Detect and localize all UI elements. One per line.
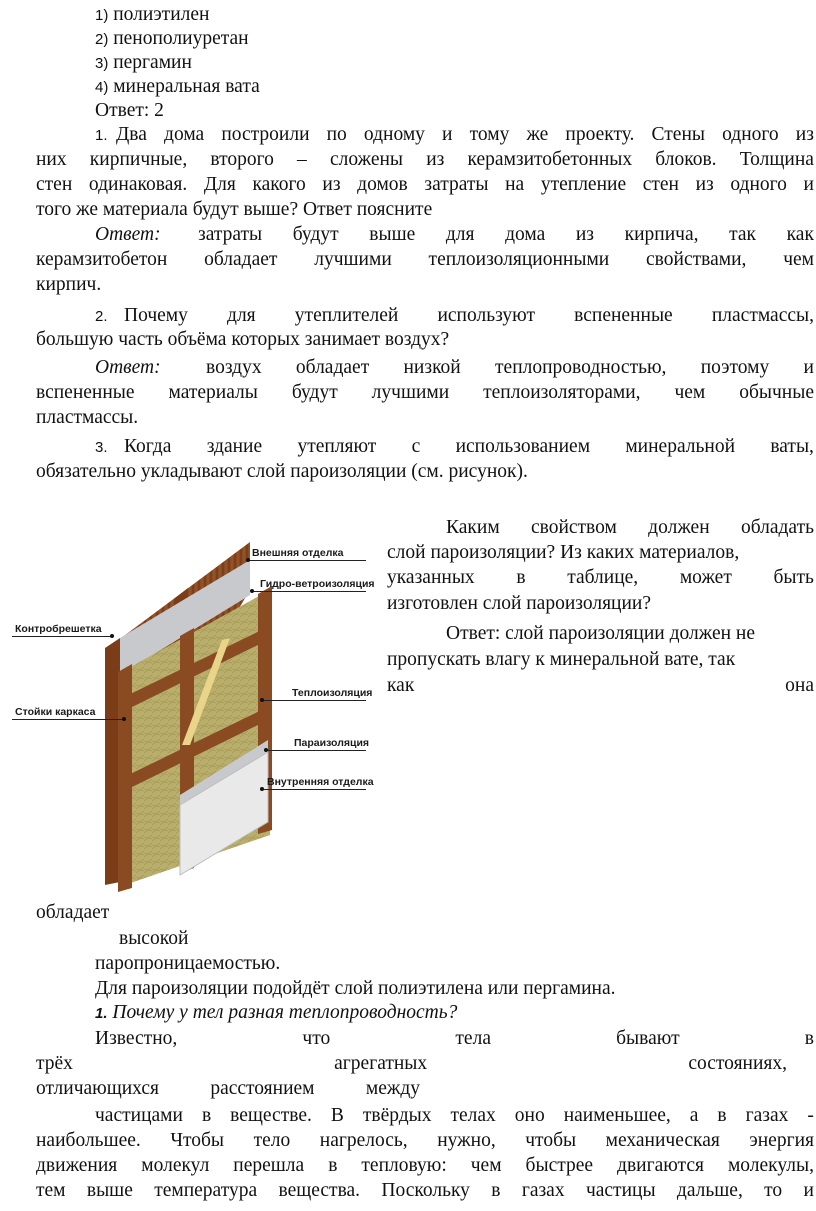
word: выше <box>86 1180 133 1201</box>
word: тело <box>253 1130 291 1151</box>
word: и <box>803 1180 814 1201</box>
word: трёх <box>36 1053 73 1074</box>
word: движения <box>36 1155 118 1176</box>
word: Для <box>203 174 236 195</box>
word: Почему <box>124 305 188 326</box>
word: блоков. <box>655 149 717 170</box>
word: вещества. <box>278 1180 361 1201</box>
p4-line-7 <box>36 1179 814 1203</box>
word: материалы <box>168 382 258 403</box>
word: здание <box>206 436 263 457</box>
word: отличающихся <box>36 1078 159 1099</box>
q3-number: 3. <box>95 439 108 456</box>
list-item-4: 4) минеральная вата <box>95 76 260 97</box>
a1-line-2 <box>36 248 814 272</box>
q1-line-4: того же материала будут выше? Ответ поясните <box>36 199 433 220</box>
word: Известно, <box>95 1028 178 1049</box>
word: теплоизоляторами, <box>483 382 641 403</box>
word: тому <box>469 124 510 145</box>
word: проекту. <box>565 124 635 145</box>
word: теплопроводностью, <box>495 357 667 378</box>
word: в <box>328 1155 338 1176</box>
word: из <box>322 174 341 195</box>
word: свойствами, <box>646 249 747 270</box>
word: тепловую: <box>361 1155 447 1176</box>
wall-diagram <box>0 530 380 895</box>
q4-heading: 1. Почему у тел разная теплопроводность? <box>95 1002 458 1023</box>
word: обладает <box>204 249 278 270</box>
word: затраты <box>198 224 263 245</box>
word: может <box>679 567 732 588</box>
leader-dot <box>260 698 264 702</box>
word: в <box>516 567 526 588</box>
word: веществе. <box>230 1105 312 1126</box>
word: Поскольку <box>381 1180 470 1201</box>
word: керамзитобетон <box>36 249 168 270</box>
word: с <box>411 436 421 457</box>
word: дальше, <box>676 1180 743 1201</box>
word: лучшими <box>314 249 392 270</box>
word: в <box>491 1180 501 1201</box>
list-item-1: 1) полиэтилен <box>95 4 210 25</box>
word: чем <box>674 382 706 403</box>
a1-line-3: кирпич. <box>36 274 102 295</box>
word: тем <box>36 1180 66 1201</box>
word: используют <box>437 305 535 326</box>
word: и <box>803 357 814 378</box>
list-item-2: 2) пенополиуретан <box>95 28 249 49</box>
word: вспененные <box>36 382 135 403</box>
side-line-7 <box>387 674 814 698</box>
side-line-5: Ответ: слой пароизоляции должен не <box>446 623 756 644</box>
word: из <box>695 174 714 195</box>
leader-dot <box>260 787 264 791</box>
word: газах <box>745 1105 789 1126</box>
leader-line <box>248 560 366 561</box>
word: воздух <box>206 357 262 378</box>
word: оно <box>514 1105 545 1126</box>
word: одного <box>722 124 779 145</box>
leader-dot <box>246 558 250 562</box>
word: температура <box>154 1180 258 1201</box>
word: Стены <box>651 124 705 145</box>
a2-label: Ответ: <box>95 357 161 378</box>
word: нагрелось, <box>319 1130 408 1151</box>
word: ваты, <box>770 436 814 457</box>
word: твёрдых <box>362 1105 432 1126</box>
leader-dot <box>264 748 268 752</box>
word: кирпичные, <box>89 149 188 170</box>
word: между <box>365 1078 420 1099</box>
word: из <box>575 224 595 245</box>
p4-line-4 <box>95 1104 814 1128</box>
leader-dot <box>122 717 126 721</box>
word: одному <box>363 124 425 145</box>
word: обладать <box>740 517 814 538</box>
q2-line-2: большую часть объёма которых занимает воздух? <box>36 329 450 350</box>
word: двигаются <box>617 1155 704 1176</box>
label-outer-finish: Внешняя отделка <box>252 547 344 559</box>
word: как <box>387 675 415 696</box>
a1-label: Ответ: <box>95 224 161 245</box>
word: чем <box>470 1155 502 1176</box>
word: частицами <box>95 1105 183 1126</box>
q1-number: 1. <box>95 127 108 144</box>
p4-line-3 <box>36 1077 420 1101</box>
p4-line-1 <box>95 1027 814 1051</box>
a2-line-3: пластмассы. <box>36 407 139 428</box>
leader-line <box>266 750 366 751</box>
q1-line-1 <box>116 123 814 147</box>
leader-line <box>12 719 124 720</box>
word: указанных <box>387 567 475 588</box>
word: бывают <box>616 1028 680 1049</box>
word: молекул <box>141 1155 210 1176</box>
word: Толщина <box>739 149 814 170</box>
word: тела <box>455 1028 491 1049</box>
word: то <box>764 1180 783 1201</box>
p4-line-5 <box>36 1129 814 1153</box>
label-hydro: Гидро-ветроизоляция <box>260 578 375 590</box>
q3-line-1 <box>124 435 814 459</box>
word: таблице, <box>567 567 639 588</box>
word: частицы <box>585 1180 656 1201</box>
word: для <box>445 224 475 245</box>
word: агрегатных <box>334 1053 428 1074</box>
word: затраты <box>424 174 489 195</box>
word: обладает <box>295 357 370 378</box>
label-insulation: Теплоизоляция <box>292 687 373 699</box>
word: утепляют <box>297 436 377 457</box>
word: кирпича, <box>624 224 699 245</box>
side-line-2: слой пароизоляции? Из каких материалов, <box>387 542 740 563</box>
p4-line-6 <box>36 1154 814 1178</box>
side-line-1 <box>446 516 814 540</box>
word: стен <box>36 174 73 195</box>
word: на <box>505 174 525 195</box>
a1-line-1 <box>198 223 814 247</box>
cont-line-2: высокой <box>119 928 189 949</box>
word: дома <box>164 124 205 145</box>
word: будут <box>292 224 339 245</box>
leader-line <box>12 636 112 637</box>
leader-dot <box>250 589 254 593</box>
word: них <box>36 149 67 170</box>
word: наибольшее. <box>36 1130 141 1151</box>
word: лучшими <box>371 382 450 403</box>
p4-line-2 <box>36 1052 787 1076</box>
word: в <box>804 1028 814 1049</box>
word: использованием <box>455 436 591 457</box>
word: теплоизоляционными <box>428 249 610 270</box>
word: одного <box>730 174 787 195</box>
word: будут <box>291 382 338 403</box>
word: как <box>786 224 814 245</box>
word: пластмассы, <box>711 305 814 326</box>
list-item-3: 3) пергамин <box>95 52 192 73</box>
word: В <box>330 1105 344 1126</box>
word: газах <box>521 1180 565 1201</box>
word: и <box>442 124 453 145</box>
cont-line-3: паропроницаемостью. <box>95 953 281 974</box>
label-studs: Стойки каркаса <box>15 706 96 718</box>
q3-line-2: обязательно укладывают слой пароизоляции (см. рисунок). <box>36 461 528 482</box>
word: Чтобы <box>170 1130 225 1151</box>
q1-line-2 <box>36 148 814 172</box>
side-line-3 <box>387 566 814 590</box>
leader-line <box>252 591 366 592</box>
word: нужно, <box>437 1130 496 1151</box>
word: и <box>803 174 814 195</box>
word: домов <box>357 174 408 195</box>
word: керамзитобетонных <box>467 149 633 170</box>
word: она <box>785 675 814 696</box>
word: стен <box>642 174 679 195</box>
word: из <box>426 149 445 170</box>
word: – <box>297 149 307 170</box>
word: энергия <box>749 1130 814 1151</box>
word: поэтому <box>700 357 770 378</box>
word: состояниях, <box>688 1053 787 1074</box>
word: Когда <box>124 436 172 457</box>
word: в <box>201 1105 212 1126</box>
leader-dot <box>110 634 114 638</box>
cont-line-4: Для пароизоляции подойдёт слой полиэтилена или пергамина. <box>95 978 616 999</box>
word: чтобы <box>525 1130 577 1151</box>
word: второго <box>210 149 274 170</box>
word: наименьшее, <box>563 1105 671 1126</box>
word: сложены <box>329 149 404 170</box>
word: перешла <box>233 1155 305 1176</box>
word: утеплителей <box>294 305 399 326</box>
word: механическая <box>605 1130 720 1151</box>
word: Два <box>116 124 147 145</box>
word: чем <box>783 249 814 270</box>
word: для <box>227 305 256 326</box>
word: дома <box>505 224 546 245</box>
word: же <box>526 124 549 145</box>
a2-line-2 <box>36 381 814 405</box>
cont-line-1: обладает <box>36 902 110 923</box>
word: свойством <box>530 517 617 538</box>
word: выше <box>369 224 416 245</box>
word: расстоянием <box>210 1078 315 1099</box>
word: по <box>326 124 347 145</box>
side-line-6: пропускать влагу к минеральной вате, так <box>387 649 736 670</box>
word: Каким <box>446 517 500 538</box>
label-inner-finish: Внутренняя отделка <box>267 776 374 788</box>
word: должен <box>648 517 710 538</box>
word: одинаковая. <box>88 174 188 195</box>
word: что <box>302 1028 331 1049</box>
leader-line <box>262 789 366 790</box>
word: так <box>729 224 756 245</box>
side-line-4: изготовлен слой пароизоляции? <box>387 593 652 614</box>
word: быть <box>773 567 814 588</box>
answer-line: Ответ: 2 <box>95 100 164 121</box>
word: - <box>807 1105 814 1126</box>
word: быстрее <box>525 1155 594 1176</box>
q2-number: 2. <box>95 308 108 325</box>
a2-line-1 <box>206 356 814 380</box>
leader-line <box>262 700 366 701</box>
word: вспененные <box>574 305 673 326</box>
q1-line-3 <box>36 173 814 197</box>
label-counter-batten: Контробрешетка <box>15 623 102 635</box>
word: обычные <box>739 382 814 403</box>
word: построили <box>221 124 310 145</box>
word: а <box>689 1105 699 1126</box>
q2-line-1 <box>124 304 814 328</box>
word: минеральной <box>625 436 736 457</box>
label-vapour: Параизоляция <box>294 737 370 749</box>
word: молекулы, <box>727 1155 814 1176</box>
word: низкой <box>403 357 461 378</box>
word: из <box>795 124 814 145</box>
counter-batten <box>105 638 120 885</box>
word: в <box>717 1105 727 1126</box>
word: какого <box>252 174 306 195</box>
word: телах <box>450 1105 496 1126</box>
word: утепление <box>540 174 627 195</box>
